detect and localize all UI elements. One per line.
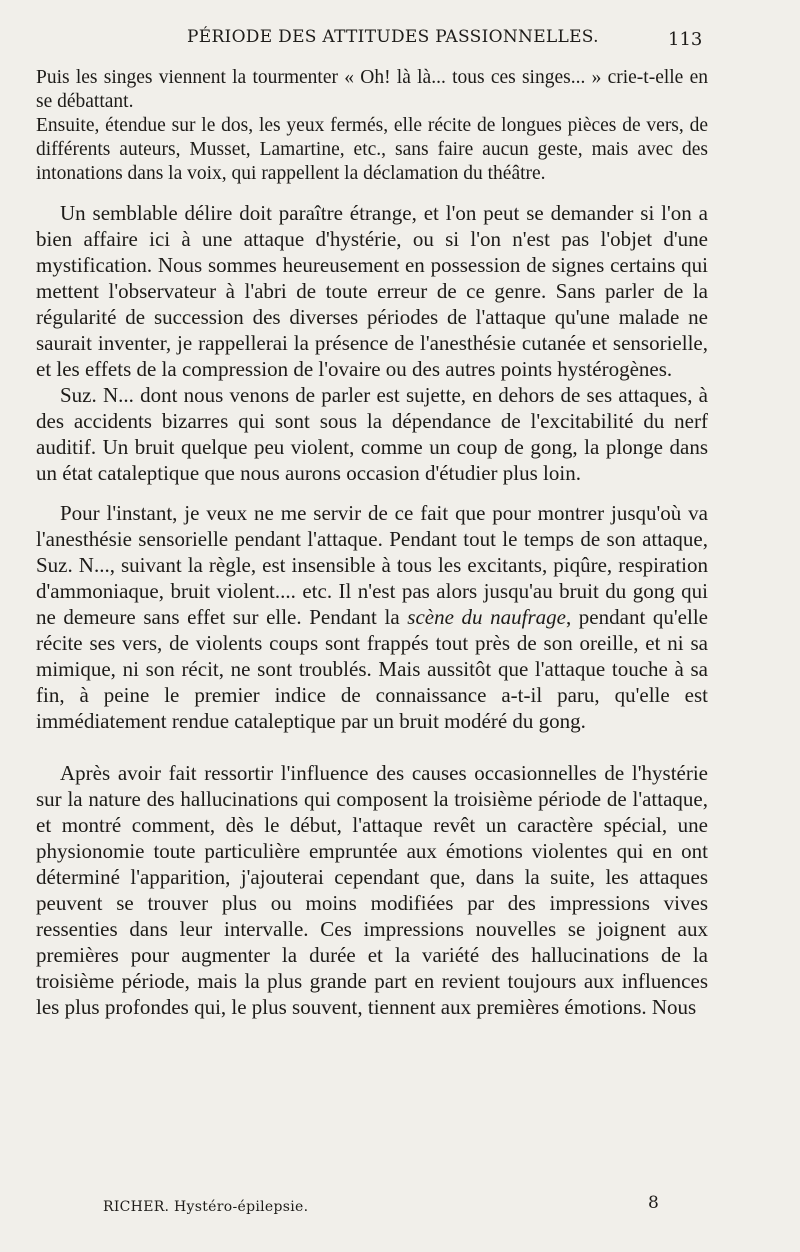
- paragraph-5-italic: scène du naufrage: [407, 605, 566, 629]
- page-footer: [0, 1193, 800, 1223]
- paragraph-6: Après avoir fait ressortir l'influence des causes occasionnelles de l'hystérie sur la nature des hallucinations qui composent la troisième période de l'attaque, et montré comment, dès le début, l'attaque revêt un caractère spécial, une physionomie toute particulière empruntée aux émotions violentes qui en ont déterminé l'apparition, j'ajouterai cependant que, dans la suite, les attaques peuvent se trouver plus ou moins modifiées par des impressions vives ressenties dans leur intervalle. Ces impressions nouvelles se joignent aux premières pour augmenter la durée et la variété des hallucinations de la troisième période, mais la plus grande part en revient toujours aux influences les plus profondes qui, le plus souvent, tiennent aux premières émotions. Nous: [36, 761, 708, 1019]
- signature-line: RICHER. Hystéro-épilepsie.: [103, 1199, 309, 1215]
- paragraph-5-text-a: Pour l'instant, je veux ne me servir de ce fait que pour montrer jusqu'où va l'anesthésie sensorielle pendant l'attaque. Pendant tout le temps de son attaque, Suz. N..., suivant la règle, est insensible à tous les excitants, piqûre, respiration d'ammoniaque, bruit violent.... etc. Il n'est pas alors jusqu'au bruit du gong qui ne demeure sans effet sur elle. Pendant la: [36, 501, 708, 629]
- signature-mark: 8: [648, 1193, 659, 1213]
- running-title: PÉRIODE DES ATTITUDES PASSIONNELLES.: [187, 27, 599, 47]
- body-text: [36, 66, 708, 1020]
- paragraph-5-text-b: , pendant qu'elle récite ses vers, de violents coups sont frappés tout près de son oreille, et ni sa mimique, ni son récit, ne sont troublés. Mais aussitôt que l'attaque touche à sa fin, à peine le premier indice de connaissance a-t-il paru, qu'elle est immédiatement rendue cataleptique par un bruit modéré du gong.: [36, 605, 708, 733]
- page-header: [0, 27, 800, 57]
- page-number: 113: [668, 29, 703, 50]
- paragraph-2: Ensuite, étendue sur le dos, les yeux fermés, elle récite de longues pièces de vers, de différents auteurs, Musset, Lamartine, etc., sans faire aucun geste, mais avec des intonations dans la voix, qui rappellent la déclamation du théâtre.: [36, 115, 708, 184]
- paragraph-3: Un semblable délire doit paraître étrange, et l'on peut se demander si l'on a bien affaire ici à une attaque d'hystérie, ou si l'on n'est pas l'objet d'une mystification. Nous sommes heureusement en possession de signes certains qui mettent l'observateur à l'abri de toute erreur de ce genre. Sans parler de la régularité de succession des diverses périodes de l'attaque qu'une malade ne saurait inventer, je rappellerai la présence de l'anesthésie cutanée et sensorielle, et les effets de la compression de l'ovaire ou des autres points hystérogènes.: [36, 201, 708, 381]
- paragraph-1: Puis les singes viennent la tourmenter « Oh! là là... tous ces singes... » crie-t-elle en se débattant.: [36, 67, 708, 112]
- paragraph-4: Suz. N... dont nous venons de parler est sujette, en dehors de ses attaques, à des accidents bizarres qui sont sous la dépendance de l'excitabilité du nerf auditif. Un bruit quelque peu violent, comme un coup de gong, la plonge dans un état cataleptique que nous aurons occasion d'étudier plus loin.: [36, 383, 708, 485]
- paragraph-5: [36, 500, 708, 734]
